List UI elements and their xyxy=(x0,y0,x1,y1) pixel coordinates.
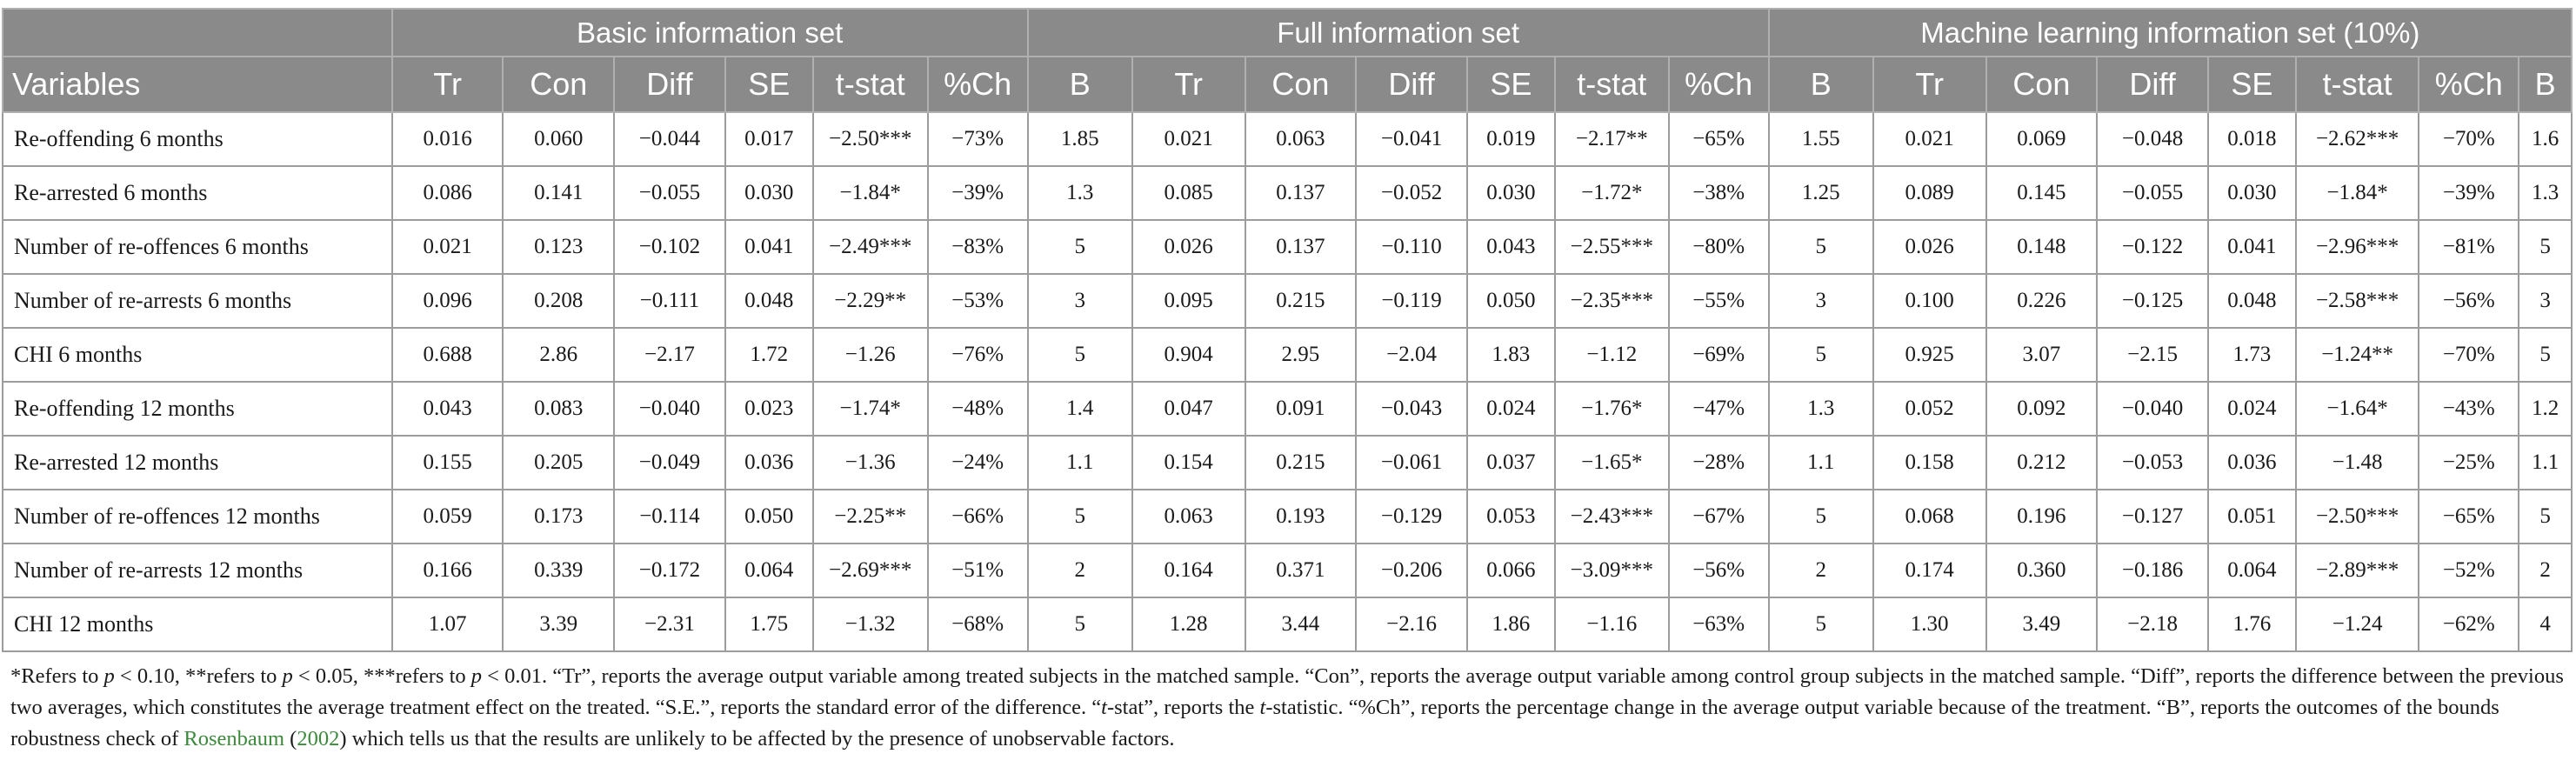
table-cell: 0.063 xyxy=(1132,490,1245,544)
table-cell: 0.024 xyxy=(1467,382,1555,436)
row-label: Number of re-arrests 12 months xyxy=(3,544,392,597)
table-cell: −0.055 xyxy=(2097,166,2208,220)
table-cell: −70% xyxy=(2419,328,2519,382)
table-row xyxy=(3,597,2572,651)
table-cell: −56% xyxy=(2419,274,2519,328)
table-cell: −0.053 xyxy=(2097,436,2208,490)
column-header: t-stat xyxy=(813,57,928,112)
table-cell: 0.173 xyxy=(503,490,614,544)
table-cell: 0.063 xyxy=(1245,112,1357,166)
table-cell: 0.123 xyxy=(503,220,614,274)
table-cell: −2.17 xyxy=(614,328,725,382)
table-cell: 0.048 xyxy=(2208,274,2296,328)
table-cell: 1.1 xyxy=(1028,436,1132,490)
table-cell: 5 xyxy=(1769,490,1873,544)
table-cell: −1.26 xyxy=(813,328,928,382)
table-cell: 2 xyxy=(1769,544,1873,597)
table-cell: −67% xyxy=(1669,490,1769,544)
table-cell: 0.043 xyxy=(1467,220,1555,274)
table-cell: 0.339 xyxy=(503,544,614,597)
table-cell: 3.49 xyxy=(1986,597,2098,651)
table-row xyxy=(3,490,2572,544)
table-cell: 2.86 xyxy=(503,328,614,382)
column-header: B xyxy=(1769,57,1873,112)
table-cell: 0.688 xyxy=(392,328,504,382)
table-row xyxy=(3,166,2572,220)
table-cell: −2.43*** xyxy=(1555,490,1669,544)
table-cell: −2.04 xyxy=(1356,328,1467,382)
table-cell: −2.69*** xyxy=(813,544,928,597)
table-cell: 0.083 xyxy=(503,382,614,436)
table-cell: 0.371 xyxy=(1245,544,1357,597)
table-footnote: *Refers to p < 0.10, **refers to p < 0.05, ***refers to p < 0.01. “Tr”, reports the average output variable among treated subjects in the matched sample. “Con”, reports the average output variable among control group subjects in the matched sample. “Diff”, reports the difference between the previous two averages, which constitutes the average treatment effect on the treated. “S.E.”, reports the standard error of the difference. “t-stat”, reports the t-statistic. “%Ch”, reports the percentage change in the average output variable because of the treatment. “B”, reports the outcomes of the bounds robustness check of Rosenbaum (2002) which tells us that the results are unlikely to be affected by the presence of unobservable factors. xyxy=(10,664,2564,750)
table-cell: 5 xyxy=(1769,328,1873,382)
table-cell: 0.019 xyxy=(1467,112,1555,166)
table-cell: 0.091 xyxy=(1245,382,1357,436)
table-cell: 0.016 xyxy=(392,112,504,166)
table-cell: 1.55 xyxy=(1769,112,1873,166)
table-cell: 0.154 xyxy=(1132,436,1245,490)
table-cell: −53% xyxy=(928,274,1028,328)
table-cell: −1.32 xyxy=(813,597,928,651)
table-cell: 0.089 xyxy=(1873,166,1986,220)
table-cell: 0.060 xyxy=(503,112,614,166)
table-cell: −73% xyxy=(928,112,1028,166)
table-cell: 0.024 xyxy=(2208,382,2296,436)
table-cell: 1.83 xyxy=(1467,328,1555,382)
table-cell: 1.86 xyxy=(1467,597,1555,651)
table-cell: 0.196 xyxy=(1986,490,2098,544)
table-cell: 1.30 xyxy=(1873,597,1986,651)
table-cell: −0.122 xyxy=(2097,220,2208,274)
table-cell: 0.215 xyxy=(1245,274,1357,328)
citation-link-author[interactable]: Rosenbaum xyxy=(184,727,285,750)
table-cell: −48% xyxy=(928,382,1028,436)
table-cell: 3.07 xyxy=(1986,328,2098,382)
table-cell: 2.95 xyxy=(1245,328,1357,382)
table-cell: −1.84* xyxy=(2296,166,2419,220)
table-cell: −2.89*** xyxy=(2296,544,2419,597)
table-cell: −1.72* xyxy=(1555,166,1669,220)
table-cell: 0.036 xyxy=(2208,436,2296,490)
table-cell: −1.36 xyxy=(813,436,928,490)
table-cell: 2 xyxy=(2519,544,2572,597)
table-row xyxy=(3,436,2572,490)
table-cell: −83% xyxy=(928,220,1028,274)
table-cell: 0.023 xyxy=(725,382,813,436)
table-cell: 0.158 xyxy=(1873,436,1986,490)
table-cell: −0.110 xyxy=(1356,220,1467,274)
table-cell: 0.059 xyxy=(392,490,504,544)
table-cell: −2.58*** xyxy=(2296,274,2419,328)
table-cell: 0.212 xyxy=(1986,436,2098,490)
table-cell: 0.086 xyxy=(392,166,504,220)
table-cell: −70% xyxy=(2419,112,2519,166)
table-cell: 0.064 xyxy=(2208,544,2296,597)
table-cell: 0.053 xyxy=(1467,490,1555,544)
column-header: Diff xyxy=(614,57,725,112)
table-cell: 1.3 xyxy=(2519,166,2572,220)
table-cell: 0.164 xyxy=(1132,544,1245,597)
group-full: Full information set xyxy=(1028,9,1769,57)
table-cell: 0.085 xyxy=(1132,166,1245,220)
table-cell: −2.29** xyxy=(813,274,928,328)
table-cell: −2.50*** xyxy=(813,112,928,166)
table-row xyxy=(3,220,2572,274)
table-cell: −63% xyxy=(1669,597,1769,651)
row-label: Re-offending 6 months xyxy=(3,112,392,166)
table-cell: −0.119 xyxy=(1356,274,1467,328)
table-cell: 0.021 xyxy=(1873,112,1986,166)
table-body xyxy=(3,112,2572,651)
variables-header: Variables xyxy=(3,57,392,112)
table-cell: 0.069 xyxy=(1986,112,2098,166)
table-cell: 5 xyxy=(1769,597,1873,651)
column-header: SE xyxy=(1467,57,1555,112)
column-header: Diff xyxy=(2097,57,2208,112)
column-header-row xyxy=(3,57,2572,112)
table-cell: −0.041 xyxy=(1356,112,1467,166)
table-cell: −2.35*** xyxy=(1555,274,1669,328)
table-cell: 3 xyxy=(1028,274,1132,328)
table-cell: −66% xyxy=(928,490,1028,544)
row-label: Re-offending 12 months xyxy=(3,382,392,436)
column-header: %Ch xyxy=(1669,57,1769,112)
table-cell: −0.102 xyxy=(614,220,725,274)
column-header: Tr xyxy=(1132,57,1245,112)
column-header: Tr xyxy=(392,57,504,112)
table-cell: −39% xyxy=(2419,166,2519,220)
table-cell: 3.39 xyxy=(503,597,614,651)
table-cell: −1.65* xyxy=(1555,436,1669,490)
table-cell: 0.137 xyxy=(1245,220,1357,274)
table-cell: 0.030 xyxy=(1467,166,1555,220)
column-header: %Ch xyxy=(928,57,1028,112)
table-cell: 1.73 xyxy=(2208,328,2296,382)
table-cell: 3.44 xyxy=(1245,597,1357,651)
table-cell: 0.174 xyxy=(1873,544,1986,597)
table-cell: −2.25** xyxy=(813,490,928,544)
table-cell: 0.166 xyxy=(392,544,504,597)
table-cell: −0.048 xyxy=(2097,112,2208,166)
table-cell: −2.15 xyxy=(2097,328,2208,382)
column-header: SE xyxy=(725,57,813,112)
table-cell: 0.037 xyxy=(1467,436,1555,490)
column-header: Con xyxy=(1986,57,2098,112)
table-cell: 5 xyxy=(2519,328,2572,382)
table-cell: 0.226 xyxy=(1986,274,2098,328)
column-header: SE xyxy=(2208,57,2296,112)
table-cell: −0.125 xyxy=(2097,274,2208,328)
group-ml: Machine learning information set (10%) xyxy=(1769,9,2572,57)
row-label: Number of re-arrests 6 months xyxy=(3,274,392,328)
table-row xyxy=(3,328,2572,382)
table-cell: 0.193 xyxy=(1245,490,1357,544)
table-cell: 5 xyxy=(1028,328,1132,382)
row-label: Re-arrested 12 months xyxy=(3,436,392,490)
column-header: t-stat xyxy=(2296,57,2419,112)
table-cell: 1.6 xyxy=(2519,112,2572,166)
table-cell: 5 xyxy=(1028,597,1132,651)
table-cell: 1.72 xyxy=(725,328,813,382)
table-cell: −62% xyxy=(2419,597,2519,651)
table-cell: 0.068 xyxy=(1873,490,1986,544)
table-row xyxy=(3,544,2572,597)
table-cell: −25% xyxy=(2419,436,2519,490)
row-label: CHI 6 months xyxy=(3,328,392,382)
table-cell: 0.141 xyxy=(503,166,614,220)
group-basic: Basic information set xyxy=(392,9,1028,57)
group-header-blank xyxy=(3,9,392,57)
table-cell: −51% xyxy=(928,544,1028,597)
column-header: Con xyxy=(503,57,614,112)
table-cell: 5 xyxy=(1769,220,1873,274)
table-cell: −0.049 xyxy=(614,436,725,490)
column-header: %Ch xyxy=(2419,57,2519,112)
table-cell: 0.021 xyxy=(392,220,504,274)
table-cell: 1.85 xyxy=(1028,112,1132,166)
table-cell: −0.040 xyxy=(614,382,725,436)
table-cell: 0.145 xyxy=(1986,166,2098,220)
table-cell: 0.051 xyxy=(2208,490,2296,544)
row-label: Number of re-offences 12 months xyxy=(3,490,392,544)
table-cell: 0.095 xyxy=(1132,274,1245,328)
column-header: B xyxy=(1028,57,1132,112)
table-cell: −2.96*** xyxy=(2296,220,2419,274)
table-cell: 5 xyxy=(2519,490,2572,544)
table-cell: −76% xyxy=(928,328,1028,382)
row-label: CHI 12 months xyxy=(3,597,392,651)
table-cell: −1.76* xyxy=(1555,382,1669,436)
table-row xyxy=(3,382,2572,436)
table-cell: −39% xyxy=(928,166,1028,220)
row-label: Re-arrested 6 months xyxy=(3,166,392,220)
table-cell: −1.16 xyxy=(1555,597,1669,651)
table-cell: −0.206 xyxy=(1356,544,1467,597)
table-cell: 0.030 xyxy=(725,166,813,220)
table-cell: 0.904 xyxy=(1132,328,1245,382)
table-cell: −2.16 xyxy=(1356,597,1467,651)
table-cell: −81% xyxy=(2419,220,2519,274)
table-cell: −0.172 xyxy=(614,544,725,597)
table-cell: 0.925 xyxy=(1873,328,1986,382)
table-cell: 0.050 xyxy=(725,490,813,544)
table-cell: −0.043 xyxy=(1356,382,1467,436)
table-cell: −2.17** xyxy=(1555,112,1669,166)
table-cell: 0.155 xyxy=(392,436,504,490)
table-cell: 1.76 xyxy=(2208,597,2296,651)
table-cell: −0.186 xyxy=(2097,544,2208,597)
table-cell: 3 xyxy=(2519,274,2572,328)
table-cell: −1.74* xyxy=(813,382,928,436)
table-cell: −0.114 xyxy=(614,490,725,544)
table-cell: −0.040 xyxy=(2097,382,2208,436)
table-cell: 0.215 xyxy=(1245,436,1357,490)
table-cell: −24% xyxy=(928,436,1028,490)
table-cell: −2.50*** xyxy=(2296,490,2419,544)
citation-link-year[interactable]: 2002 xyxy=(297,727,340,750)
table-cell: −56% xyxy=(1669,544,1769,597)
table-cell: 0.026 xyxy=(1132,220,1245,274)
table-cell: 1.28 xyxy=(1132,597,1245,651)
table-cell: −55% xyxy=(1669,274,1769,328)
table-cell: 0.043 xyxy=(392,382,504,436)
table-cell: 1.3 xyxy=(1028,166,1132,220)
table-cell: −65% xyxy=(2419,490,2519,544)
table-cell: 0.205 xyxy=(503,436,614,490)
table-cell: 1.1 xyxy=(1769,436,1873,490)
row-label: Number of re-offences 6 months xyxy=(3,220,392,274)
table-cell: −2.55*** xyxy=(1555,220,1669,274)
table-cell: −1.48 xyxy=(2296,436,2419,490)
table-cell: −38% xyxy=(1669,166,1769,220)
table-cell: −2.31 xyxy=(614,597,725,651)
table-cell: 1.2 xyxy=(2519,382,2572,436)
table-row xyxy=(3,112,2572,166)
table-cell: −2.18 xyxy=(2097,597,2208,651)
table-cell: 0.208 xyxy=(503,274,614,328)
table-cell: 0.096 xyxy=(392,274,504,328)
table-cell: 0.066 xyxy=(1467,544,1555,597)
table-cell: 0.092 xyxy=(1986,382,2098,436)
table-cell: −1.84* xyxy=(813,166,928,220)
results-table xyxy=(2,8,2573,652)
table-cell: −0.111 xyxy=(614,274,725,328)
table-cell: −0.055 xyxy=(614,166,725,220)
table-cell: 0.036 xyxy=(725,436,813,490)
table-cell: −2.49*** xyxy=(813,220,928,274)
table-cell: 0.021 xyxy=(1132,112,1245,166)
table-cell: 3 xyxy=(1769,274,1873,328)
table-cell: −0.044 xyxy=(614,112,725,166)
table-cell: 5 xyxy=(2519,220,2572,274)
table-cell: 0.360 xyxy=(1986,544,2098,597)
column-header: Diff xyxy=(1356,57,1467,112)
table-cell: 5 xyxy=(1028,490,1132,544)
table-cell: 0.030 xyxy=(2208,166,2296,220)
table-cell: 0.137 xyxy=(1245,166,1357,220)
table-cell: 0.018 xyxy=(2208,112,2296,166)
table-cell: 0.052 xyxy=(1873,382,1986,436)
table-cell: −69% xyxy=(1669,328,1769,382)
table-cell: 0.041 xyxy=(2208,220,2296,274)
table-cell: 1.07 xyxy=(392,597,504,651)
table-cell: −0.052 xyxy=(1356,166,1467,220)
table-cell: 4 xyxy=(2519,597,2572,651)
table-cell: 0.148 xyxy=(1986,220,2098,274)
table-cell: 5 xyxy=(1028,220,1132,274)
table-cell: −2.62*** xyxy=(2296,112,2419,166)
table-cell: −1.24 xyxy=(2296,597,2419,651)
table-cell: −47% xyxy=(1669,382,1769,436)
table-cell: −0.129 xyxy=(1356,490,1467,544)
table-cell: −1.64* xyxy=(2296,382,2419,436)
table-cell: 1.3 xyxy=(1769,382,1873,436)
table-cell: 1.25 xyxy=(1769,166,1873,220)
table-cell: 0.048 xyxy=(725,274,813,328)
column-header: B xyxy=(2519,57,2572,112)
table-cell: −80% xyxy=(1669,220,1769,274)
table-cell: 1.1 xyxy=(2519,436,2572,490)
table-cell: 0.026 xyxy=(1873,220,1986,274)
table-cell: 1.75 xyxy=(725,597,813,651)
table-cell: 1.4 xyxy=(1028,382,1132,436)
table-cell: 0.047 xyxy=(1132,382,1245,436)
group-header-row xyxy=(3,9,2572,57)
table-cell: 0.050 xyxy=(1467,274,1555,328)
column-header: t-stat xyxy=(1555,57,1669,112)
table-cell: 2 xyxy=(1028,544,1132,597)
table-cell: −1.12 xyxy=(1555,328,1669,382)
table-cell: −65% xyxy=(1669,112,1769,166)
column-header: Tr xyxy=(1873,57,1986,112)
column-header: Con xyxy=(1245,57,1357,112)
table-cell: −0.061 xyxy=(1356,436,1467,490)
table-cell: 0.064 xyxy=(725,544,813,597)
table-cell: 0.100 xyxy=(1873,274,1986,328)
table-row xyxy=(3,274,2572,328)
table-cell: −68% xyxy=(928,597,1028,651)
table-cell: −43% xyxy=(2419,382,2519,436)
table-cell: −52% xyxy=(2419,544,2519,597)
table-cell: −3.09*** xyxy=(1555,544,1669,597)
table-cell: 0.017 xyxy=(725,112,813,166)
table-cell: −28% xyxy=(1669,436,1769,490)
table-cell: 0.041 xyxy=(725,220,813,274)
table-cell: −0.127 xyxy=(2097,490,2208,544)
table-cell: −1.24** xyxy=(2296,328,2419,382)
